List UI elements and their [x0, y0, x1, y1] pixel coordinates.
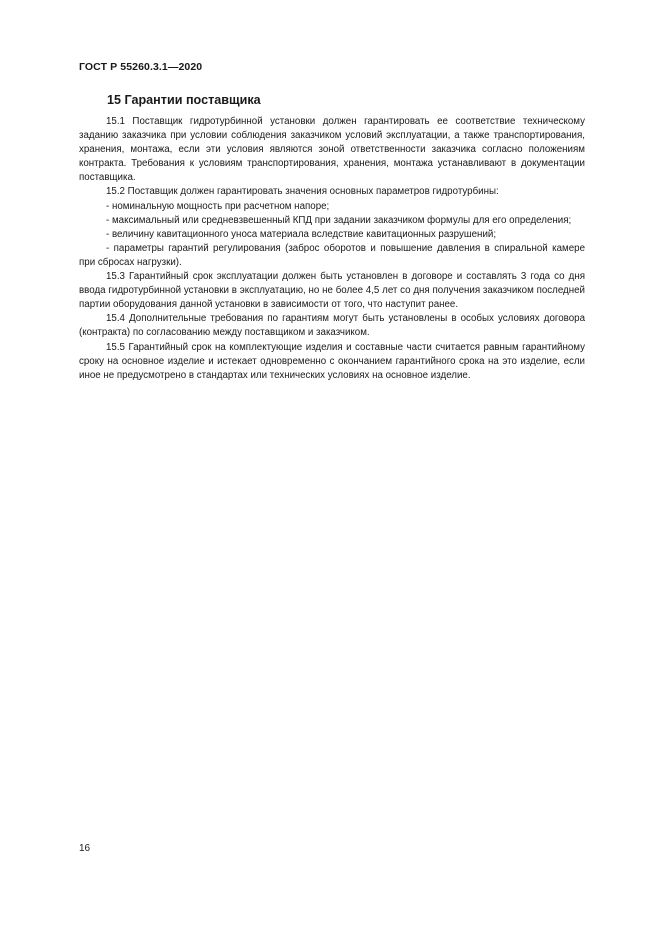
- page-number: 16: [79, 843, 91, 854]
- document-header: ГОСТ Р 55260.3.1—2020: [79, 61, 203, 73]
- list-item: - номинальную мощность при расчетном напоре;: [106, 200, 330, 212]
- section-body: [79, 115, 585, 383]
- list-item: - параметры гарантий регулирования (заброс оборотов и повышение давления в спиральной камере при сбросах нагрузки).: [79, 242, 585, 268]
- paragraph-15-1: 15.1 Поставщик гидротурбинной установки должен гарантировать ее соответствие техническому заданию заказчика при условии соблюдения заказчиком условий эксплуатации, а также транспортирования, хранения, монтажа, если эти условия являются зоной ответственности заказчика согласно положениям контракта. Требования к условиям транспортирования, хранения, монтажа устанавливают в документации поставщика.: [79, 116, 585, 184]
- paragraph-15-3: 15.3 Гарантийный срок эксплуатации должен быть установлен в договоре и составлять 3 года со дня ввода гидротурбинной установки в эксплуатацию, но не более 4,5 лет со дня получения заказчиком последней партии оборудования данной установки в зависимости от того, что наступит ранее.: [79, 271, 585, 311]
- paragraph-15-2: 15.2 Поставщик должен гарантировать значения основных параметров гидротурбины:: [106, 186, 499, 198]
- list-item: - величину кавитационного уноса материала вследствие кавитационных разрушений;: [106, 228, 497, 240]
- paragraph-15-4: 15.4 Дополнительные требования по гарантиям могут быть установлены в особых условиях договора (контракта) по согласованию между поставщиком и заказчиком.: [79, 313, 585, 339]
- section-title: 15 Гарантии поставщика: [107, 93, 261, 107]
- list-item: - максимальный или средневзвешенный КПД при задании заказчиком формулы для его определения;: [106, 214, 572, 226]
- paragraph-15-5: 15.5 Гарантийный срок на комплектующие изделия и составные части считается равным гарантийному сроку на основное изделие и истекает одновременно с окончанием гарантийного срока на это изделие, если иное не предусмотрено в стандартах или технических условиях на основное изделие.: [79, 341, 585, 381]
